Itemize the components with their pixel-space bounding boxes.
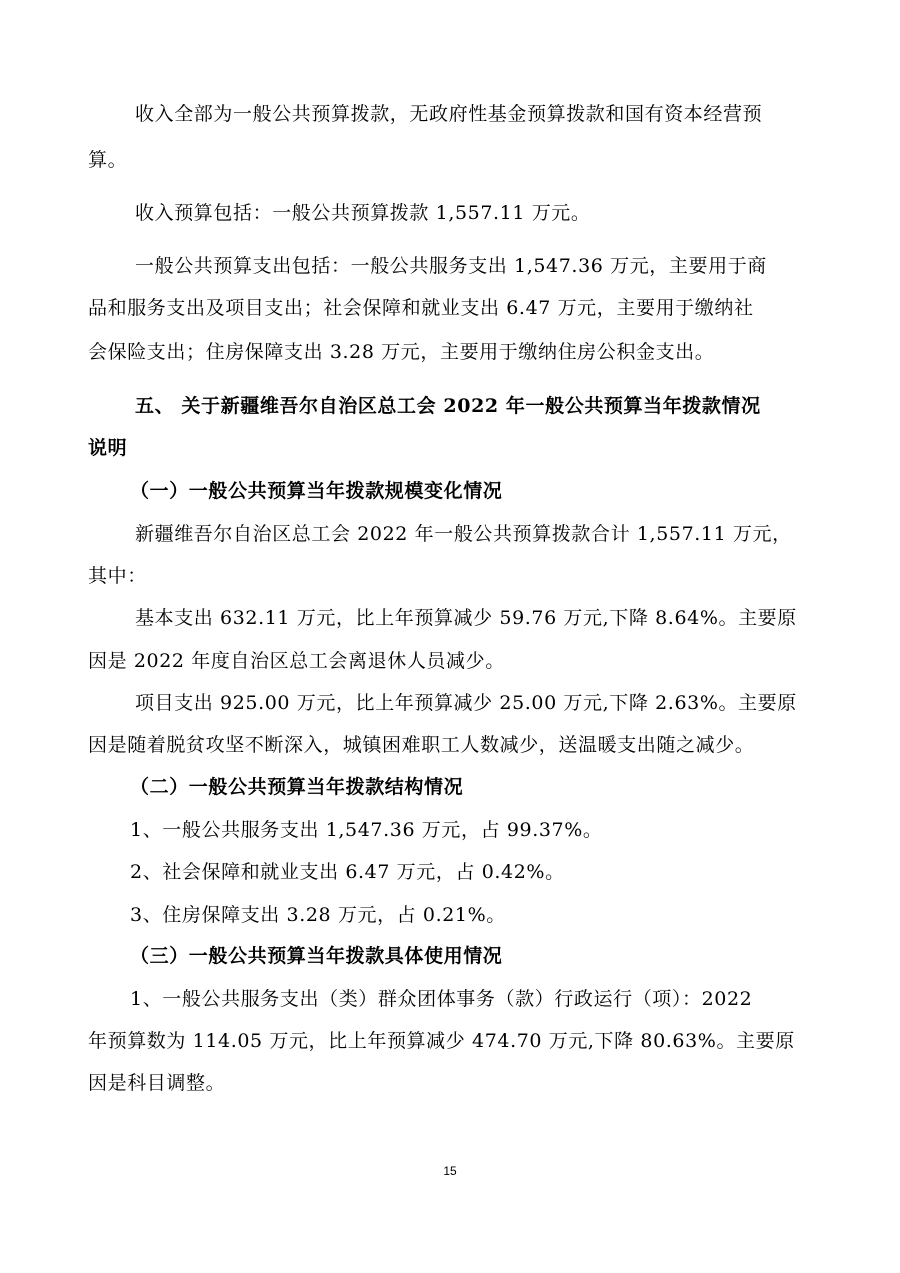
paragraph-line-basic-1: 基本支出 632.11 万元，比上年预算减少 59.76 万元,下降 8.64%。主要原: [135, 607, 797, 629]
paragraph-line-project-1: 项目支出 925.00 万元，比上年预算减少 25.00 万元,下降 2.63%。主要原: [135, 692, 797, 714]
paragraph-line-expenditure-1: 一般公共预算支出包括：一般公共服务支出 1,547.36 万元，主要用于商: [135, 255, 767, 277]
list-item-general-services: 1、一般公共服务支出 1,547.36 万元，占 99.37%。: [130, 819, 603, 841]
paragraph-line-usage-3: 因是科目调整。: [88, 1072, 226, 1094]
paragraph-line-usage-1: 1、一般公共服务支出（类）群众团体事务（款）行政运行（项）：2022: [130, 988, 753, 1010]
paragraph-line-basic-2: 因是 2022 年度自治区总工会离退休人员减少。: [88, 650, 505, 672]
paragraph-line-total-1: 新疆维吾尔自治区总工会 2022 年一般公共预算拨款合计 1,557.11 万元，: [135, 523, 792, 545]
subheading-structure: （二）一般公共预算当年拨款结构情况: [130, 776, 464, 798]
paragraph-line-income-source-end: 算。: [88, 149, 128, 171]
paragraph-line-expenditure-3: 会保险支出；住房保障支出 3.28 万元，主要用于缴纳住房公积金支出。: [88, 341, 715, 363]
list-item-housing: 3、住房保障支出 3.28 万元，占 0.21%。: [130, 904, 506, 926]
list-item-social-security: 2、社会保障和就业支出 6.47 万元，占 0.42%。: [130, 861, 565, 883]
section-heading-five-end: 说明: [88, 437, 128, 459]
section-heading-five: 五、 关于新疆维吾尔自治区总工会 2022 年一般公共预算当年拨款情况: [135, 395, 761, 417]
subheading-scale-change: （一）一般公共预算当年拨款规模变化情况: [130, 480, 503, 502]
paragraph-line-project-2: 因是随着脱贫攻坚不断深入，城镇困难职工人数减少，送温暖支出随之减少。: [88, 734, 755, 756]
paragraph-line-total-2: 其中：: [88, 565, 147, 587]
paragraph-line-income-budget: 收入预算包括：一般公共预算拨款 1,557.11 万元。: [135, 202, 591, 224]
paragraph-line-expenditure-2: 品和服务支出及项目支出；社会保障和就业支出 6.47 万元，主要用于缴纳社: [88, 297, 754, 319]
page-number: 15: [443, 1164, 457, 1178]
paragraph-line-income-source: 收入全部为一般公共预算拨款，无政府性基金预算拨款和国有资本经营预: [135, 103, 763, 125]
subheading-usage: （三）一般公共预算当年拨款具体使用情况: [130, 945, 503, 967]
paragraph-line-usage-2: 年预算数为 114.05 万元，比上年预算减少 474.70 万元,下降 80.63%。主要原: [88, 1030, 795, 1052]
